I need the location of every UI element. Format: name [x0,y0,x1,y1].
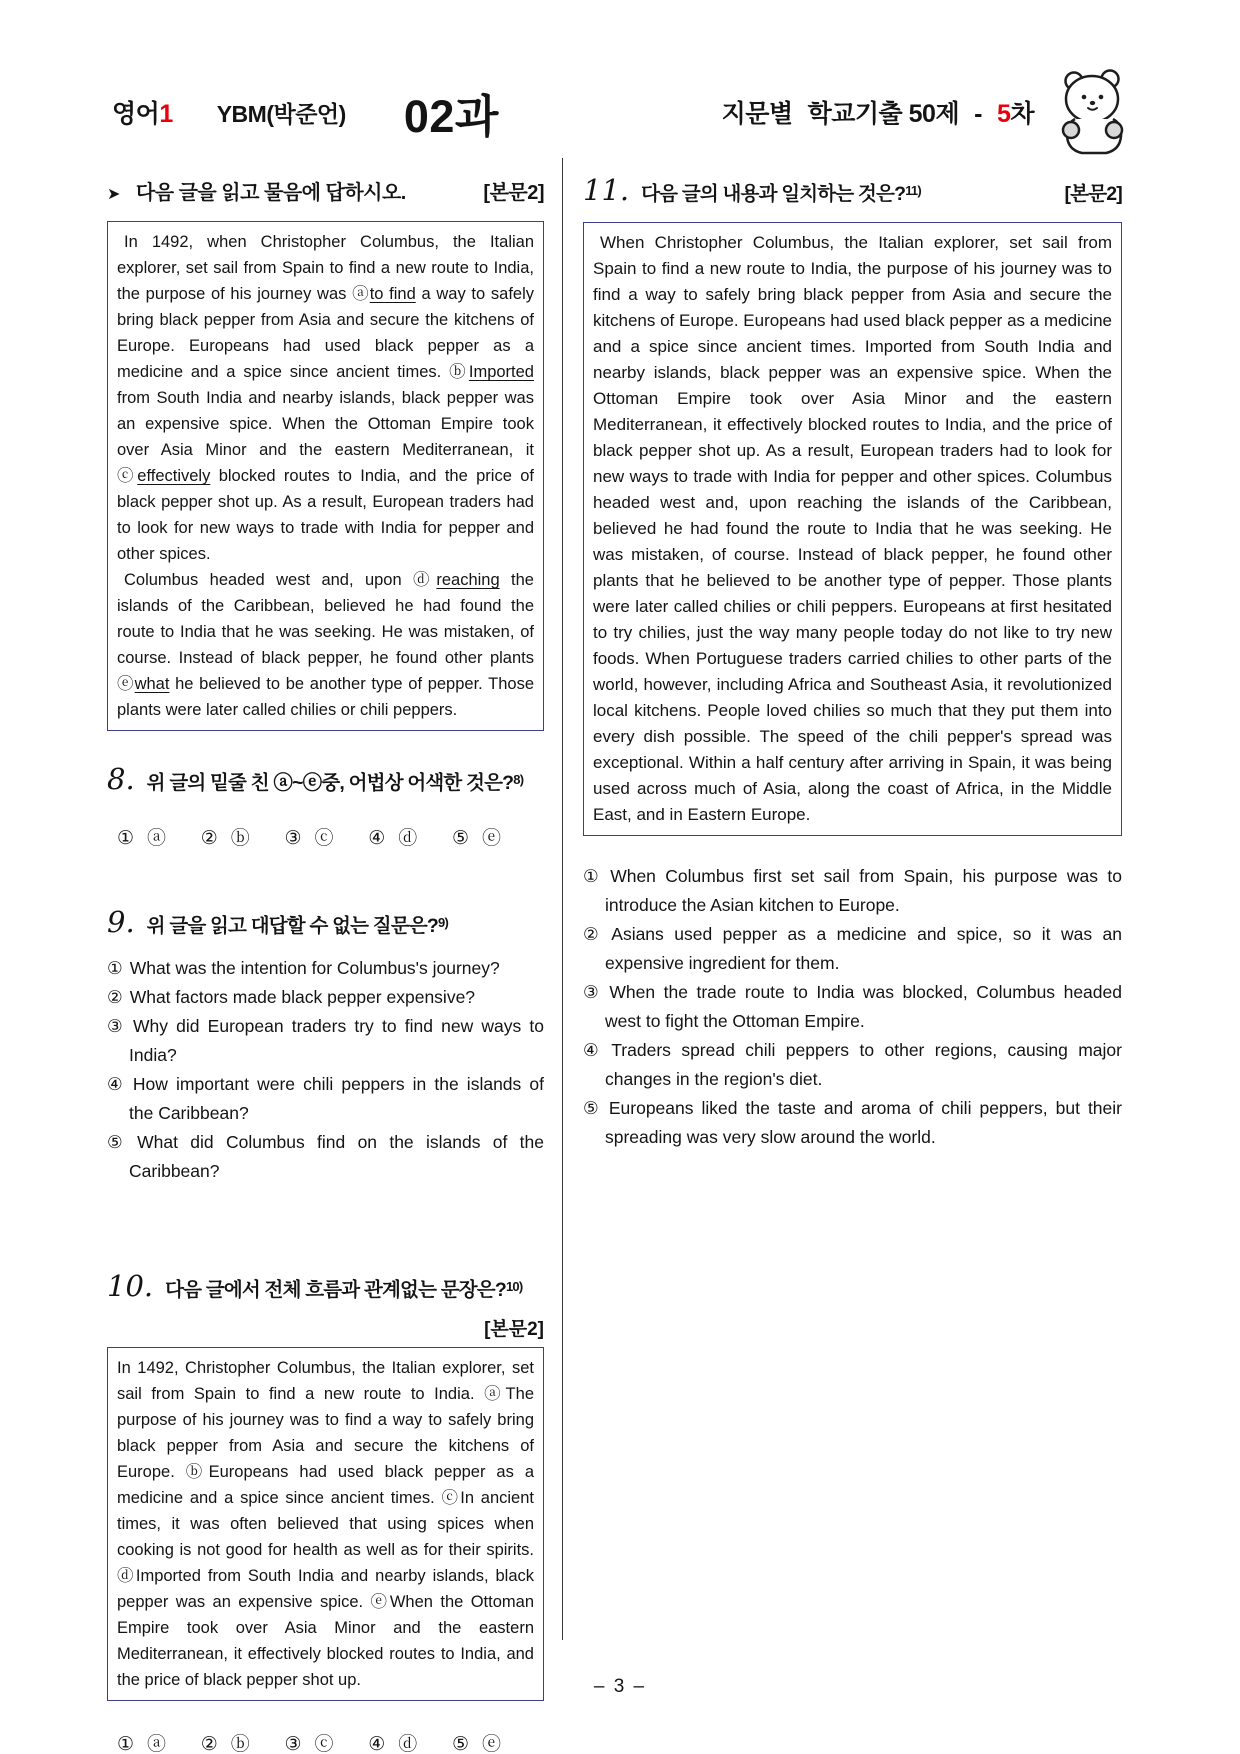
subject-number: 1 [159,100,173,128]
choice-text: Asians used pepper as a medicine and spice, so it was an expensive ingredient for them. [605,924,1122,973]
choice-text: ⓑ [230,828,250,849]
choice-text: How important were chili peppers in the islands of the Caribbean? [129,1074,544,1123]
direction-line [107,176,544,205]
question-11-choices [583,862,1122,1152]
question-text-body: 다음 글의 내용과 일치하는 것은? [641,183,906,205]
round-number: 5 [996,100,1011,128]
choice-text: ⓓ [398,828,418,849]
choice-text: What factors made black pepper expensive? [129,987,476,1007]
choice-text: ⓐ [147,828,167,849]
choice-item [117,1729,166,1754]
exam-set-title [722,94,1034,130]
choice-text: ⓔ [481,1734,501,1754]
choice-item [452,1729,501,1754]
choice-number: ① [107,958,123,978]
footnote-ref: 10) [505,1279,523,1294]
left-column [107,176,544,1754]
question-text-body: 위 글의 밑줄 친 ⓐ~ⓔ중, 어법상 어색한 것은? [146,772,514,794]
question-number: 10. [107,1269,154,1303]
choice-number: ③ [107,1016,126,1036]
bear-mascot-icon [1058,68,1130,156]
choice-item [201,823,250,850]
choice-item [583,1036,1122,1094]
choice-text: ⓑ [230,1734,250,1754]
choice-item [368,823,417,850]
choice-number: ② [200,828,218,849]
passage-box-3 [583,222,1122,836]
choice-text: What did Columbus find on the islands of the Caribbean? [129,1132,544,1181]
right-column [583,173,1122,1152]
column-divider [562,158,563,1640]
choice-text: When the trade route to India was blocked, Columbus headed west to fight the Ottoman Empire. [605,982,1122,1031]
question-10-choices [107,1729,501,1754]
choice-number: ④ [368,828,386,849]
direction-text: 다음 글을 읽고 물음에 답하시오. [135,182,406,204]
choice-number: ④ [368,1734,386,1754]
passage-text: In 1492, when Christopher Columbus, the Italian explorer, set sail from Spain to find a new route to India, the purpose of his journey was ⓐ [117,233,534,303]
question-text [641,178,921,206]
page-number: – 3 – [593,1676,647,1697]
separator-dash: - [974,100,982,128]
passage-text: Columbus headed west and, upon ⓓ [124,571,437,589]
choice-number: ① [117,1734,135,1754]
underlined-text: reaching [436,571,500,589]
passage-paragraph [117,567,534,723]
question-9-header [107,905,544,939]
arrow-icon: ➤ [107,186,120,203]
subject-title [112,94,173,130]
choice-number: ① [583,866,604,886]
choice-item [107,1128,544,1186]
passage-text: When Christopher Columbus, the Italian explorer, set sail from Spain to find a new route to India, the purpose of his journey was to find a way to safely bring black pepper from Asia and secure the kitchens of Europe. Europeans had used black pepper as a medicine and a spice since ancient times. Imported from South India and nearby islands, black pepper was an expensive spice. When the Ottoman Empire took over Asia Minor and the eastern Mediterranean, it effectively blocked routes to India, and the price of black pepper shot up. As a result, European traders had to look for new ways to trade with India for pepper and other spices. Columbus headed west and, upon reaching the islands of the Caribbean, believed he had found the route to India that he was seeking. He was mistaken, of course. Instead of black pepper, he found other plants that he believed to be another type of pepper. Those plants were later called chilies or chili peppers. Europeans at first hesitated to try chilies, just the way many people today do not like to try new foods. When Portuguese traders carried chilies to other parts of the world, however, including Africa and Southeast Asia, it revolutionized local kitchens. People loved chilies so much that they put them into every dish possible. The speed of the chili pepper's spread was exceptional. Within a half century after arriving in Spain, it was being used across much of Asia, along the coast of Africa, in the Middle East, and in Eastern Europe. [593,233,1112,824]
choice-number: ④ [107,1074,126,1094]
choice-text: Europeans liked the taste and aroma of chili peppers, but their spreading was very slow around the world. [605,1098,1122,1147]
choice-text: ⓔ [481,828,501,849]
category-label: 지문별 [721,100,793,128]
question-text [165,1274,522,1302]
page-header [112,80,1130,144]
choice-text: Why did European traders try to find new ways to India? [129,1016,544,1065]
choice-text: Traders spread chili peppers to other regions, causing major changes in the region's diet. [605,1040,1122,1089]
choice-text: ⓒ [314,828,334,849]
question-8-choices [107,823,501,850]
passage-paragraph [117,1355,534,1693]
choice-item [117,823,166,850]
subject-name: 영어 [112,100,160,128]
passage-text: the islands of the Caribbean, believed he had found the route to India that he was seeking. He was mistaken, of course. Instead of black pepper, he found other plants ⓔ [117,571,534,693]
question-number: 11. [583,173,630,207]
choice-item [201,1729,250,1754]
choice-item [583,920,1122,978]
passage-text: blocked routes to India, and the price of black pepper shot up. As a result, European traders had to look for new ways to trade with India for pepper and other spices. [117,467,534,563]
passage-paragraph [117,229,534,567]
question-text [147,910,448,938]
underlined-text: effectively [137,467,211,485]
footnote-ref: 11) [905,183,921,198]
choice-number: ⑤ [451,828,469,849]
choice-item [284,1729,333,1754]
publisher-label: YBM(박준언) [216,100,346,127]
question-text [147,767,524,795]
choice-text: When Columbus first set sail from Spain, his purpose was to introduce the Asian kitchen to Europe. [605,866,1122,915]
source-tag: [본문2] [484,1319,544,1340]
footnote-ref: 9) [438,915,448,930]
question-11-header [583,173,1122,207]
underlined-text: to find [369,285,416,303]
passage-box-2 [107,1347,544,1701]
passage-text: a way to safely bring black pepper from Asia and secure the kitchens of Europe. Europeans had used black pepper as a medicine and a spice since ancient times. ⓑ [117,285,534,381]
choice-text: ⓓ [398,1734,418,1754]
lesson-title: 02과 [403,90,499,142]
underlined-text: Imported [468,363,534,381]
choice-item [107,1070,544,1128]
question-number: 9. [107,905,135,939]
round-suffix: 차 [1010,100,1034,128]
underlined-text: what [134,675,170,693]
choice-number: ⑤ [583,1098,602,1118]
choice-number: ② [107,987,123,1007]
choice-item [107,1012,544,1070]
question-10-header [107,1269,544,1303]
choice-item [583,1094,1122,1152]
passage-paragraph [593,230,1112,828]
choice-number: ④ [583,1040,605,1060]
footnote-ref: 8) [513,772,524,787]
source-tag: [본문2] [1064,183,1122,205]
question-9-choices [107,954,544,1186]
set-label: 학교기출 50제 [807,100,960,128]
choice-item [583,978,1122,1036]
choice-number: ② [200,1734,218,1754]
question-8-header [107,762,544,796]
choice-number: ① [117,828,135,849]
passage-text: he believed to be another type of pepper. Those plants were later called chilies or chili peppers. [117,675,534,719]
choice-number: ⑤ [107,1132,131,1152]
question-text-body: 다음 글에서 전체 흐름과 관계없는 문장은? [165,1279,506,1301]
choice-item [107,983,544,1012]
choice-item [368,1729,417,1754]
choice-number: ③ [284,1734,302,1754]
choice-text: ⓒ [314,1734,334,1754]
choice-number: ⑤ [451,1734,469,1754]
choice-text: What was the intention for Columbus's journey? [129,958,500,978]
choice-item [107,954,544,983]
round-label [997,94,1034,130]
passage-text: In 1492, Christopher Columbus, the Italian explorer, set sail from Spain to find a new route to India. ⓐThe purpose of his journey was to find a way to safely bring black pepper from Asia and secure the kitchens of Europe. ⓑEuropeans had used black pepper as a medicine and a spice since ancient times. ⓒIn ancient times, it was often believed that using spices when cooking is not good for health as well as for their spirits. ⓓImported from South India and nearby islands, black pepper was an expensive spice. ⓔWhen the Ottoman Empire took over Asia Minor and the eastern Mediterranean, it effectively blocked routes to India, and the price of black pepper shot up. [117,1359,534,1689]
choice-item [452,823,501,850]
choice-number: ③ [284,828,302,849]
choice-text: ⓐ [147,1734,167,1754]
choice-number: ③ [583,982,603,1002]
source-tag: [본문2] [483,182,544,204]
passage-box-1 [107,221,544,731]
question-text-body: 위 글을 읽고 대답할 수 없는 질문은? [146,915,439,937]
choice-number: ② [583,924,605,944]
question-number: 8. [107,762,135,796]
choice-item [583,862,1122,920]
choice-item [284,823,333,850]
passage-text: from South India and nearby islands, black pepper was an expensive spice. When the Ottoman Empire took over Asia Minor and the eastern Mediterranean, it ⓒ [117,389,534,485]
